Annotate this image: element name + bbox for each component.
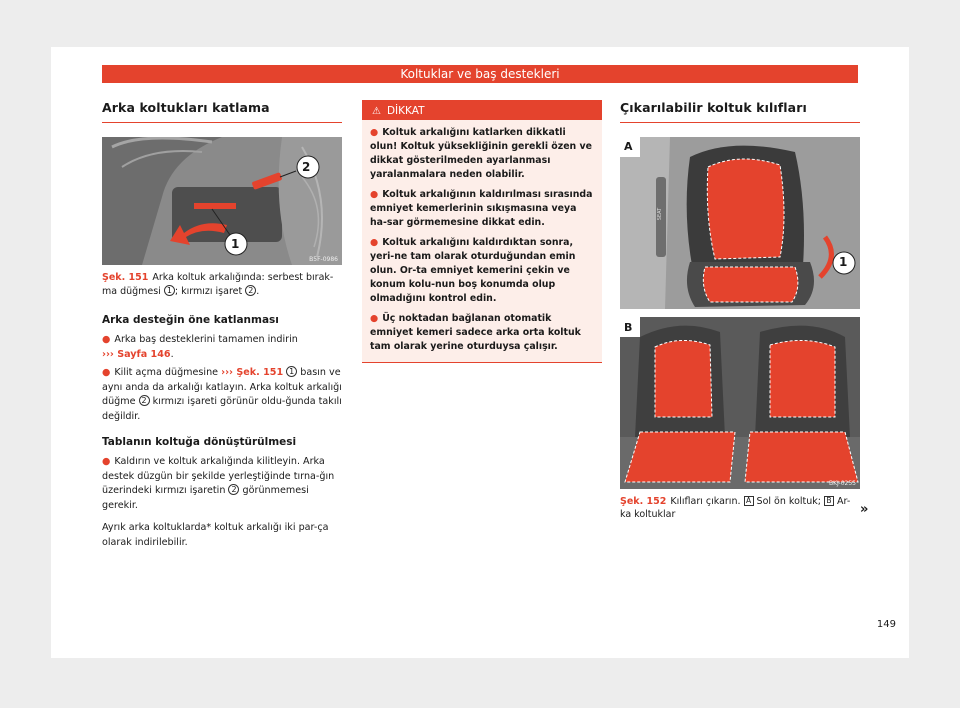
caption-text: ; kırmızı işaret (174, 285, 243, 297)
caption-text: Kılıfları çıkarın. (670, 496, 741, 507)
figure-152 (620, 137, 860, 489)
continue-mark: » (860, 502, 869, 517)
number-marker: 1 (286, 366, 297, 377)
seat-brand-label: SEAT (657, 207, 664, 221)
warning-title: DİKKAT (386, 105, 425, 117)
callout-1: 1 (231, 237, 240, 251)
figure-151 (102, 137, 342, 265)
warning-triangle-icon: ⚠ (372, 106, 381, 117)
text: Koltuk arkalığını kaldırdıktan sonra, yeri-ne tam olarak oturduğundan emin olun. Or-ta emniyet kemerini çekin ve konum kolu-nun boş konumda olup olmadığını kontrol edin. (370, 237, 576, 304)
figure-code: B5F-0986 (309, 256, 338, 263)
figure-reference-link[interactable]: ››› Şek. 151 (221, 367, 284, 378)
subheading: Tablanın koltuğa dönüştürülmesi (102, 436, 297, 448)
paragraph (102, 455, 342, 513)
caption-text: Ar-ka koltuklar (620, 496, 851, 520)
number-marker: 2 (139, 395, 150, 406)
warning-item (362, 230, 602, 306)
bullet-icon: ● (370, 127, 379, 138)
bullet-icon: ● (370, 237, 379, 248)
caption-label: Şek. 151 (102, 272, 149, 283)
seat-covers-illustration (620, 137, 860, 489)
page-number: 149 (876, 619, 896, 630)
panel-label-a: A (624, 140, 633, 153)
callout-2: 2 (302, 160, 311, 174)
caption-text: Arka koltuk arkalığında: serbest bırak-ma düğmesi (102, 272, 334, 297)
warning-item (362, 306, 602, 354)
number-marker: 2 (245, 285, 256, 296)
paragraph (102, 333, 342, 362)
caption-text: Sol ön koltuk; (756, 496, 821, 507)
column-right (620, 100, 860, 521)
subheading: Arka desteğin öne katlanması (102, 314, 279, 326)
column-middle (362, 100, 602, 363)
caption-text: . (256, 285, 260, 297)
letter-marker: A (744, 496, 754, 506)
figure-caption (102, 272, 342, 298)
paragraph: Ayrık arka koltuklarda* koltuk arkalığı iki par-ça olarak indirilebilir. (102, 522, 329, 548)
text: Üç noktadan bağlanan otomatik emniyet kemeri sadece arka orta koltuk tam olarak yerine oturduysa çalışır. (370, 313, 581, 352)
bullet-icon: ● (370, 313, 379, 324)
text: Kaldırın ve koltuk arkalığında kilitleyin. Arka destek düzgün bir şekilde yerleştiğinde tırna-ğın üzerindeki kırmızı işaretin (102, 456, 335, 496)
caption-label: Şek. 152 (620, 496, 667, 507)
text: Arka baş desteklerini tamamen indirin (114, 334, 298, 345)
text: Kilit açma düğmesine (114, 367, 219, 378)
text: kırmızı işareti görünür oldu-ğunda takılı değildir. (102, 396, 342, 422)
text: . (170, 348, 174, 360)
warning-header (362, 102, 602, 120)
text: basın ve aynı anda da arkalığı katlayın. Arka koltuk arkalığı düğme (102, 367, 342, 407)
bullet-icon: ● (102, 367, 111, 378)
bullet-icon: ● (102, 456, 111, 467)
paragraph (102, 366, 342, 424)
text: Koltuk arkalığını katlarken dikkatli olun! Koltuk yüksekliğinin gerekli özen ve dikkat gösterilmeden ayarlanması yaralanmalara neden olabilir. (370, 127, 592, 180)
seat-release-illustration (102, 137, 342, 265)
number-marker: 1 (164, 285, 175, 296)
page-reference-link[interactable]: ››› Sayfa 146 (102, 348, 171, 360)
bullet-icon: ● (370, 189, 379, 200)
warning-item (362, 182, 602, 230)
letter-marker: B (824, 496, 834, 506)
number-marker: 2 (228, 484, 239, 495)
column-left (102, 100, 342, 550)
panel-label-b: B (624, 321, 633, 334)
figure-code: BKJ-0255 (828, 480, 856, 487)
warning-item (362, 120, 602, 182)
section-heading: Çıkarılabilir koltuk kılıfları (620, 100, 860, 123)
warning-box (362, 100, 602, 363)
figure-caption (620, 496, 860, 521)
chapter-header: Koltuklar ve baş destekleri (102, 65, 858, 83)
section-heading: Arka koltukları katlama (102, 100, 342, 123)
callout-1: 1 (839, 255, 848, 269)
bullet-icon: ● (102, 334, 111, 345)
text: görünmemesi gerekir. (102, 485, 309, 511)
text: Koltuk arkalığının kaldırılması sırasında emniyet kemerlerinin sıkışmasına veya ha-sar görmemesine dikkat edin. (370, 189, 593, 228)
